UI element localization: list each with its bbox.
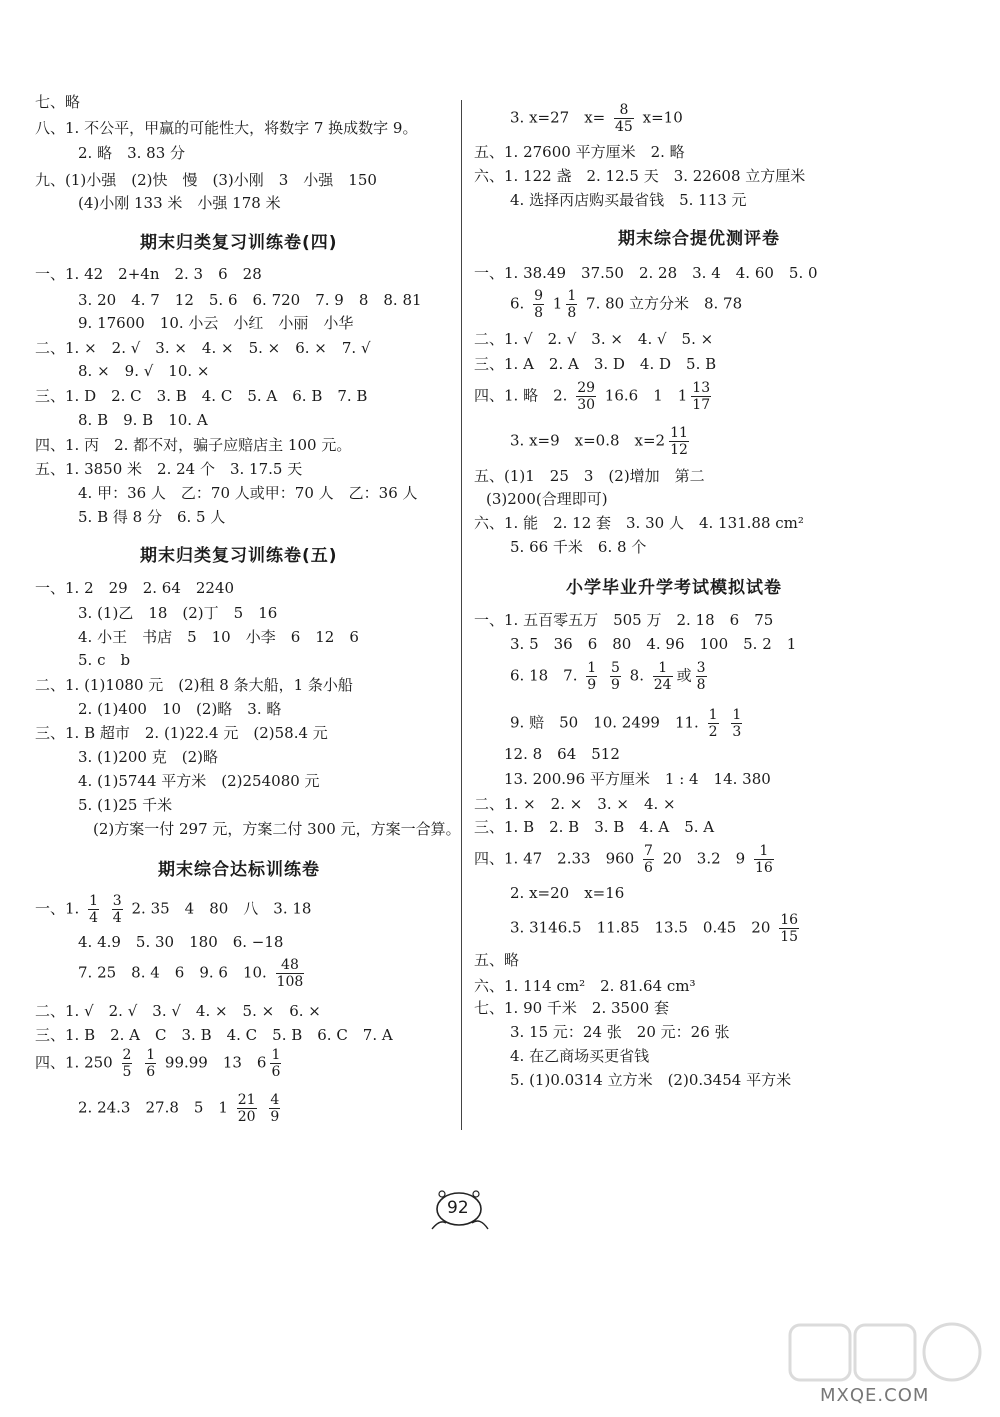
fraction: $\frac{1}{9}$ xyxy=(587,660,597,693)
answer-line: 9. 赔 50 10. 2499 11. $\frac{1}{2}$ $\frac{1}{3}$ xyxy=(510,707,742,740)
fraction: $\frac{1}{8}$ xyxy=(567,288,577,321)
fraction: $\frac{7}{6}$ xyxy=(643,843,653,876)
answer-line: 3. (1)乙 18 (2)丁 5 16 xyxy=(78,604,278,622)
fraction: $\frac{48}{108}$ xyxy=(276,957,304,990)
fraction: $\frac{3}{8}$ xyxy=(696,660,706,693)
section-heading: 小学毕业升学考试模拟试卷 xyxy=(566,578,782,598)
answer-line: 一、1. 42 2+4n 2. 3 6 28 xyxy=(35,265,262,283)
answer-line: 三、1. A 2. A 3. D 4. D 5. B xyxy=(474,355,717,373)
answer-line: (2)方案一付 297 元，方案二付 300 元，方案一合算。 xyxy=(93,820,461,838)
answer-line: 三、1. B 2. A C 3. B 4. C 5. B 6. C 7. A xyxy=(35,1026,393,1044)
answer-line: 2. x=20 x=16 xyxy=(510,884,625,902)
answer-line: 5. B 得 8 分 6. 5 人 xyxy=(78,508,226,526)
answer-line: 3. 5 36 6 80 4. 96 100 5. 2 1 xyxy=(510,635,797,653)
answer-line: 二、1. × 2. √ 3. × 4. × 5. × 6. × 7. √ xyxy=(35,339,371,357)
fraction: $\frac{1}{6}$ xyxy=(271,1047,281,1080)
fraction: $\frac{5}{9}$ xyxy=(610,660,620,693)
answer-line: 5. 66 千米 6. 8 个 xyxy=(510,538,647,556)
answer-line: 一、1. 2 29 2. 64 2240 xyxy=(35,579,235,597)
answer-line: (3)200(合理即可) xyxy=(486,490,608,508)
answer-line: 九、(1)小强 (2)快 慢 (3)小刚 3 小强 150 xyxy=(35,171,377,189)
answer-line: 三、1. D 2. C 3. B 4. C 5. A 6. B 7. B xyxy=(35,387,368,405)
fraction: $\frac{8}{45}$ xyxy=(615,102,633,135)
answer-line: 3. 15 元：24 张 20 元：26 张 xyxy=(510,1023,730,1041)
answer-line: 六、1. 122 盏 2. 12.5 天 3. 22608 立方厘米 xyxy=(474,167,806,185)
answer-line: 六、1. 114 cm² 2. 81.64 cm³ xyxy=(474,977,696,995)
section-heading: 期末综合提优测评卷 xyxy=(618,229,780,249)
fraction: $\frac{16}{15}$ xyxy=(780,912,799,945)
answer-line: 三、1. B 2. B 3. B 4. A 5. A xyxy=(474,818,715,836)
answer-line: 五、(1)1 25 3 (2)增加 第二 xyxy=(474,467,705,485)
fraction: $\frac{2}{5}$ xyxy=(122,1047,132,1080)
answer-line: 四、1. 略 2. $\frac{29}{30}$ 16.6 1 1 $\frac{13}{17}$ xyxy=(474,380,711,413)
answer-line: 四、1. 47 2.33 960 $\frac{7}{6}$ 20 3.2 9 $\frac{1}{16}$ xyxy=(474,843,773,876)
answer-line: 2. 略 3. 83 分 xyxy=(78,144,186,162)
answer-line: 6. $\frac{9}{8}$ 1 $\frac{1}{8}$ 7. 80 立方分米 8. 78 xyxy=(510,288,743,321)
section-heading: 期末归类复习训练卷(四) xyxy=(140,233,338,253)
answer-line: 二、1. × 2. × 3. × 4. × xyxy=(474,795,676,813)
fraction: $\frac{1}{24}$ xyxy=(653,660,672,693)
answer-line: 13. 200.96 平方厘米 1 : 4 14. 380 xyxy=(504,770,771,788)
fraction: $\frac{13}{17}$ xyxy=(692,380,711,413)
fraction: $\frac{11}{12}$ xyxy=(670,425,688,458)
page-number: 92 xyxy=(447,1198,469,1218)
answer-line: 4. 4.9 5. 30 180 6. −18 xyxy=(78,933,284,951)
answer-line: 8. × 9. √ 10. × xyxy=(78,362,210,380)
answer-line: 4. 选择丙店购买最省钱 5. 113 元 xyxy=(510,191,747,209)
answer-line: 5. c b xyxy=(78,651,131,669)
answer-line: 二、1. √ 2. √ 3. √ 4. × 5. × 6. × xyxy=(35,1002,321,1020)
answer-line: 七、1. 90 千米 2. 3500 套 xyxy=(474,999,669,1017)
answer-line: 2. (1)400 10 (2)略 3. 略 xyxy=(78,700,282,718)
fraction: $\frac{1}{3}$ xyxy=(732,707,742,740)
fraction: $\frac{3}{4}$ xyxy=(112,893,122,926)
answer-line: 五、略 xyxy=(474,951,520,969)
answer-line: 3. x=9 x=0.8 x=2 $\frac{11}{12}$ xyxy=(510,425,688,458)
answer-line: 三、1. B 超市 2. (1)22.4 元 (2)58.4 元 xyxy=(35,724,328,742)
answer-line: 2. 24.3 27.8 5 1 $\frac{21}{20}$ $\frac{4}{9}$ xyxy=(78,1092,280,1125)
answer-line: 一、1. $\frac{1}{4}$ $\frac{3}{4}$ 2. 35 4 80 八 3. 18 xyxy=(35,893,312,926)
answer-line: 五、1. 3850 米 2. 24 个 3. 17.5 天 xyxy=(35,460,303,478)
answer-line: 4. (1)5744 平方米 (2)254080 元 xyxy=(78,772,320,790)
fraction: $\frac{9}{8}$ xyxy=(534,288,544,321)
fraction: $\frac{1}{4}$ xyxy=(89,893,99,926)
answer-line: 4. 甲：36 人 乙：70 人或甲：70 人 乙：36 人 xyxy=(78,484,418,502)
answer-line: 7. 25 8. 4 6 9. 6 10. $\frac{48}{108}$ xyxy=(78,957,304,990)
answer-line: 3. (1)200 克 (2)略 xyxy=(78,748,218,766)
fraction: $\frac{1}{6}$ xyxy=(146,1047,156,1080)
fraction: $\frac{21}{20}$ xyxy=(237,1092,256,1125)
answer-line: 八、1. 不公平，甲赢的可能性大，将数字 7 换成数字 9。 xyxy=(35,119,418,137)
answer-line: 5. (1)25 千米 xyxy=(78,796,173,814)
answer-line: 五、1. 27600 平方厘米 2. 略 xyxy=(474,143,685,161)
answer-line: 四、1. 丙 2. 都不对，骗子应赔店主 100 元。 xyxy=(35,436,352,454)
answer-line: 9. 17600 10. 小云 小红 小丽 小华 xyxy=(78,314,354,332)
answer-line: 6. 18 7. $\frac{1}{9}$ $\frac{5}{9}$ 8. $\frac{1}{24}$ 或 $\frac{3}{8}$ xyxy=(510,660,706,693)
fraction: $\frac{4}{9}$ xyxy=(270,1092,280,1125)
watermark-text: MXQE.COM xyxy=(820,1385,930,1406)
fraction: $\frac{1}{2}$ xyxy=(708,707,718,740)
answer-line: (4)小刚 133 米 小强 178 米 xyxy=(78,194,281,212)
answer-line: 一、1. 38.49 37.50 2. 28 3. 4 4. 60 5. 0 xyxy=(474,264,818,282)
section-heading: 期末综合达标训练卷 xyxy=(158,860,320,880)
answer-line: 一、1. 五百零五万 505 万 2. 18 6 75 xyxy=(474,611,774,629)
answer-line: 12. 8 64 512 xyxy=(504,745,620,763)
answer-line: 8. B 9. B 10. A xyxy=(78,411,208,429)
answer-line: 4. 在乙商场买更省钱 xyxy=(510,1047,650,1065)
answer-line: 5. (1)0.0314 立方米 (2)0.3454 平方米 xyxy=(510,1071,792,1089)
answer-line: 4. 小王 书店 5 10 小李 6 12 6 xyxy=(78,628,359,646)
section-heading: 期末归类复习训练卷(五) xyxy=(140,546,338,566)
fraction: $\frac{29}{30}$ xyxy=(577,380,596,413)
answer-line: 二、1. √ 2. √ 3. × 4. √ 5. × xyxy=(474,330,714,348)
column-divider xyxy=(461,100,462,1130)
answer-line: 七、略 xyxy=(35,93,81,111)
answer-line: 六、1. 能 2. 12 套 3. 30 人 4. 131.88 cm² xyxy=(474,514,804,532)
answer-line: 3. 3146.5 11.85 13.5 0.45 20 $\frac{16}{15}$ xyxy=(510,912,799,945)
answer-line: 四、1. 250 $\frac{2}{5}$ $\frac{1}{6}$ 99.99 13 6 $\frac{1}{6}$ xyxy=(35,1047,281,1080)
answer-line: 二、1. (1)1080 元 (2)租 8 条大船，1 条小船 xyxy=(35,676,353,694)
answer-line: 3. 20 4. 7 12 5. 6 6. 720 7. 9 8 8. 81 xyxy=(78,291,422,309)
fraction: $\frac{1}{16}$ xyxy=(754,843,773,876)
answer-line: 3. x=27 x= $\frac{8}{45}$ x=10 xyxy=(510,102,683,135)
